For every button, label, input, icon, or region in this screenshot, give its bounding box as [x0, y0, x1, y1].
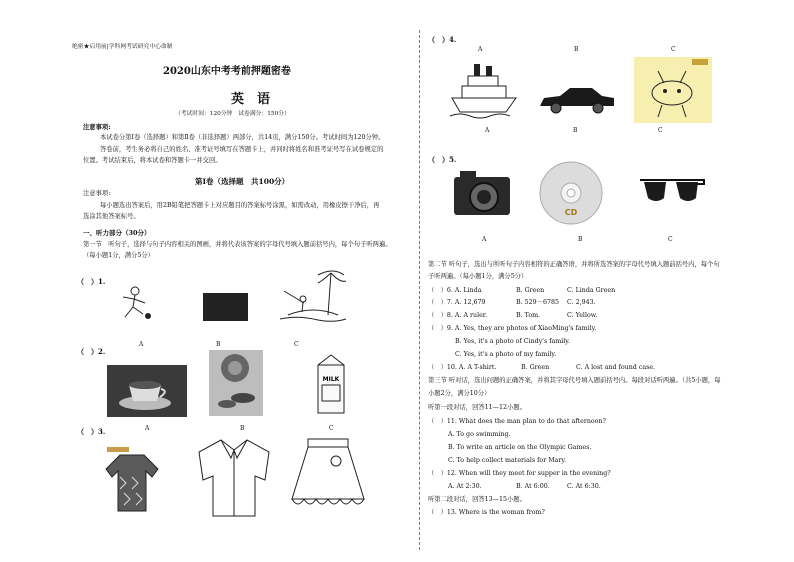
notes-line1: 本试卷分第Ⅰ卷（选择题）和第Ⅱ卷（非选择题）两部分，共14页，满分150分。考试时间为120分钟。 — [100, 134, 385, 141]
q6-option-a: （ ）6. A. Linda — [428, 287, 482, 294]
q2-label-c: C — [329, 425, 334, 432]
attention-line1: 每小题选出答案后，用2B铅笔把答题卡上对应题目的答案标号涂黑，如需改动，用橡皮擦干净后，再 — [100, 202, 380, 209]
q9-option-b: B. Yes, it's a photo of Cindy's family. — [455, 338, 571, 345]
q12-option-b: B. At 6:00. — [516, 483, 550, 490]
q1-label-a: A — [139, 341, 144, 348]
dialogue1-heading: 听第一段对话，回答11—12小题。 — [428, 404, 526, 411]
section3-instructions-2: 小题2分，满分10分） — [428, 390, 491, 397]
q8-option-b: B. Tom. — [516, 312, 541, 319]
listening-heading: 一、听力部分（30分） — [83, 229, 151, 237]
attention-heading: 注意事项: — [83, 190, 111, 197]
question-2-number: （ ）2. — [77, 347, 106, 356]
q11-question: （ ）11. What does the man plan to do that afternoon? — [428, 418, 606, 425]
question-3-number: （ ）3. — [77, 427, 106, 436]
ufo-image — [634, 57, 712, 123]
q5-label-a: A — [482, 236, 487, 243]
notes-heading: 注意事项: — [83, 124, 111, 131]
q1-label-c: C — [294, 341, 299, 348]
svg-text:MILK: MILK — [322, 376, 340, 383]
skirt-image — [288, 437, 368, 515]
q12-option-a: A. At 2:30. — [448, 483, 482, 490]
runner-image — [203, 293, 248, 321]
q4-label-a: A — [485, 127, 490, 134]
section1-instructions-2: （每小题1分，满分5分） — [83, 252, 154, 259]
soccer-player-image — [115, 285, 155, 320]
q10-option-a: （ ）10. A. A T-shirt. — [428, 364, 497, 371]
q13-question: （ ）13. Where is the woman from? — [428, 509, 545, 516]
q11-option-a: A. To go swimming. — [448, 431, 511, 438]
fishing-island-image — [278, 265, 348, 323]
q9-option-a: （ ）9. A. Yes, they are photos of XiaoMing's family. — [428, 325, 597, 332]
part1-title: 第Ⅰ卷（选择题 共100分） — [195, 177, 290, 186]
camera-image — [450, 163, 514, 225]
q6-option-b: B. Green — [516, 287, 545, 294]
notes-line3: 位置。考试结束后，将本试卷和答题卡一并交回。 — [83, 157, 222, 164]
q11-option-b: B. To write an article on the Olympic Games. — [448, 444, 592, 451]
exam-meta: （考试时间：120分钟 试卷满分：150分） — [175, 111, 290, 117]
q12-option-c: C. At 6:30. — [567, 483, 601, 490]
q8-option-a: （ ）8. A. A ruler. — [428, 312, 488, 319]
notes-line2: 答卷前，考生务必将自己的姓名、准考证号填写在答题卡上，并同时将姓名和准考证号写在试卷规定的 — [100, 146, 384, 153]
q4-label-c: C — [658, 127, 663, 134]
q5-label-c: C — [668, 236, 673, 243]
section2-instructions-2: 子听两遍。（每小题1分，满分5分） — [428, 273, 528, 280]
section2-instructions: 第二节 听句子，选出与所听句子内容相符的正确答语，并将所选答案的字母代号填入题前括号内，每个句 — [428, 261, 720, 268]
q10-option-c: C. A lost and found case. — [576, 364, 656, 371]
attention-line2: 选涂其他答案标号。 — [83, 213, 140, 220]
q9-option-c: C. Yes, it's a photo of my family. — [455, 351, 557, 358]
car-image — [538, 86, 616, 114]
q7-option-c: C. 2,943. — [567, 299, 596, 306]
svg-text:CD: CD — [564, 208, 578, 217]
milk-carton-image — [313, 353, 349, 415]
q4-label-c-top: C — [671, 46, 676, 53]
q7-option-a: （ ）7. A. 12,679 — [428, 299, 486, 306]
ship-image — [448, 58, 520, 120]
exam-title: 2020山东中考考前押题密卷 — [163, 66, 291, 77]
dialogue2-heading: 听第二段对话，回答13—15小题。 — [428, 496, 526, 503]
coffee-cup-image — [107, 365, 187, 417]
section3-instructions: 第三节 听对话，选出问题的正确答案，并将其字母代号填入题前括号内。每段对话听两遍。（共5小题，每 — [428, 377, 721, 384]
q8-option-c: C. Yellow. — [567, 312, 598, 319]
subject-title: 英 语 — [231, 92, 271, 107]
cd-disc-image — [537, 160, 605, 226]
q4-label-a-top: A — [478, 46, 483, 53]
q2-label-b: B — [240, 425, 245, 432]
q7-option-b: B. 529－6785 — [516, 299, 559, 306]
column-divider — [419, 30, 420, 550]
q6-option-c: C. Linda Green — [567, 287, 616, 294]
q2-label-a: A — [145, 425, 150, 432]
q11-option-c: C. To help collect materials for Mary. — [448, 457, 567, 464]
question-4-number: （ ）4. — [428, 35, 457, 44]
q4-label-b-top: B — [574, 46, 579, 53]
shirt-image — [195, 436, 273, 518]
q10-option-b: B. Green — [521, 364, 550, 371]
secret-mark: 绝密★启用前|学科网考试研究中心命制 — [72, 44, 173, 50]
q12-question: （ ）12. When will they meet for supper in the evening? — [428, 470, 611, 477]
q4-label-b: B — [573, 127, 578, 134]
sunglasses-image — [636, 176, 708, 208]
section1-instructions: 第一节 听句子，选择与句子内容相关的图画，并将代表该答案的字母代号填入题前括号内，每个句子听两遍。 — [83, 241, 392, 248]
sweater-image — [104, 447, 160, 513]
q5-label-b: B — [578, 236, 583, 243]
question-1-number: （ ）1. — [77, 277, 106, 286]
q1-label-b: B — [216, 341, 221, 348]
food-plates-image — [209, 350, 263, 416]
question-5-number: （ ）5. — [428, 155, 457, 164]
